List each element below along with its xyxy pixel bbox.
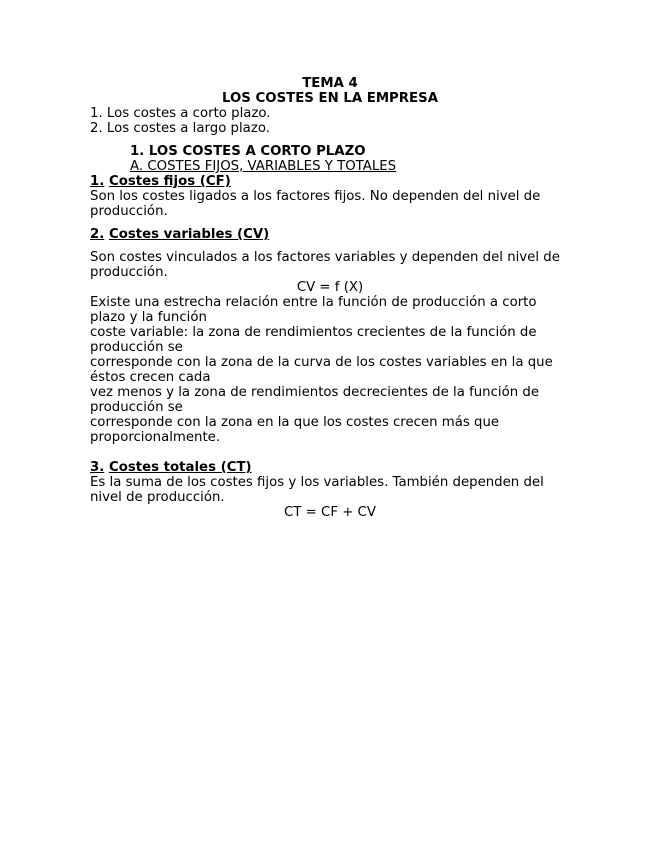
section-heading: 1. LOS COSTES A CORTO PLAZO — [130, 144, 366, 159]
costes-variables-text: Son costes vinculados a los factores variables y dependen del nivel de producción. — [90, 250, 560, 280]
cv-paragraph-line: corresponde con la zona de la curva de los costes variables en la que éstos crecen cada — [90, 355, 553, 385]
costes-variables-number: 2. — [90, 227, 105, 242]
section-subheading: A. COSTES FIJOS, VARIABLES Y TOTALES — [130, 159, 397, 174]
cv-formula: CV = f (X) — [296, 280, 364, 295]
costes-totales-number: 3. — [90, 460, 105, 475]
costes-fijos-text: Son los costes ligados a los factores fijos. No dependen del nivel de producción. — [90, 189, 541, 219]
costes-totales-text: Es la suma de los costes fijos y los variables. También dependen del nivel de producción. — [90, 475, 544, 505]
costes-fijos-heading — [90, 174, 570, 189]
outline-item: 1. Los costes a corto plazo. — [90, 106, 271, 121]
cv-paragraph-line: corresponde con la zona en la que los costes crecen más que proporcionalmente. — [90, 415, 500, 445]
outline-item: 2. Los costes a largo plazo. — [90, 121, 270, 136]
costes-totales-heading — [90, 460, 570, 475]
ct-formula: CT = CF + CV — [284, 505, 376, 520]
costes-variables-heading — [90, 227, 570, 242]
costes-totales-title: Costes totales (CT) — [108, 460, 252, 475]
costes-fijos-title: Costes fijos (CF) — [108, 174, 231, 189]
costes-variables-title: Costes variables (CV) — [108, 227, 270, 242]
cv-paragraph-line: vez menos y la zona de rendimientos decrecientes de la función de producción se — [90, 385, 540, 415]
cv-paragraph-line: Existe una estrecha relación entre la función de producción a corto plazo y la función — [90, 295, 537, 325]
document-page — [90, 76, 570, 520]
costes-fijos-number: 1. — [90, 174, 105, 189]
document-title: LOS COSTES EN LA EMPRESA — [222, 91, 438, 106]
cv-paragraph-line: coste variable: la zona de rendimientos crecientes de la función de producción se — [90, 325, 537, 355]
tema-title: TEMA 4 — [302, 76, 358, 91]
